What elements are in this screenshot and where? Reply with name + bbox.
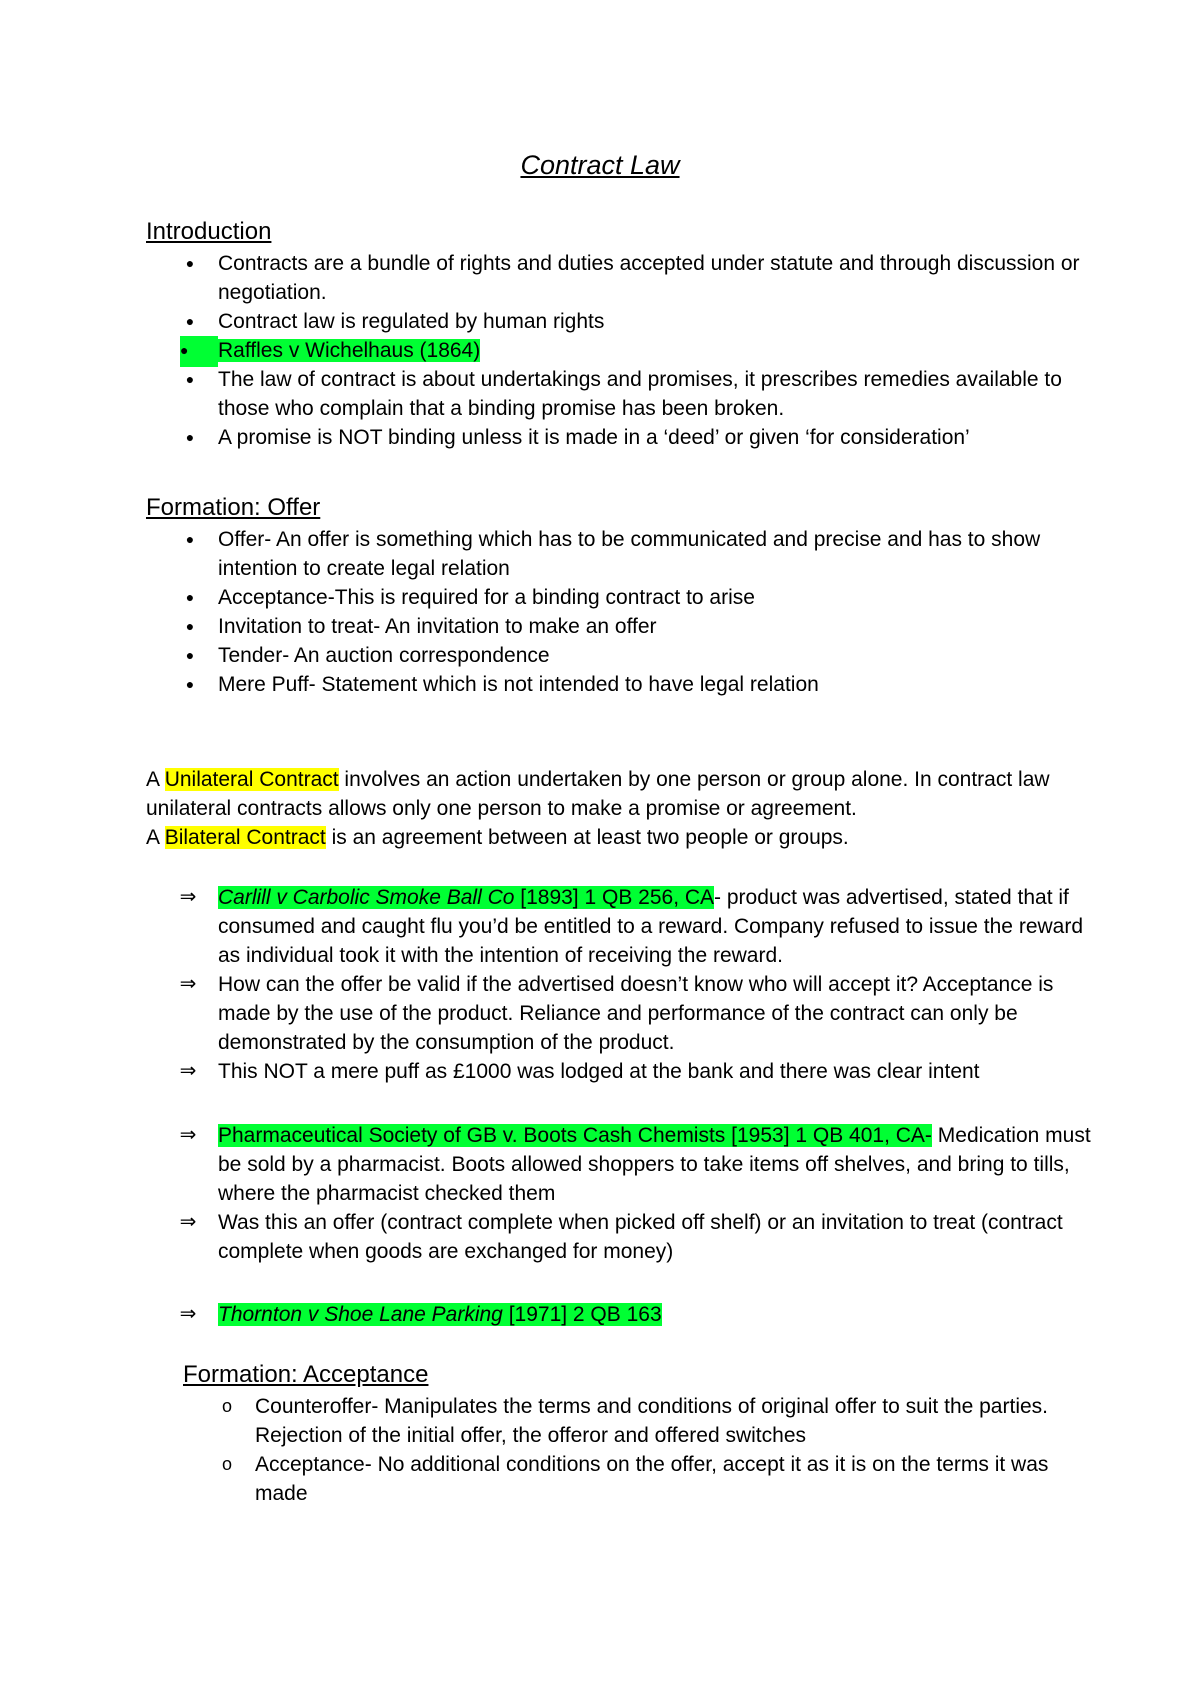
acceptance-list [221,1392,1075,1508]
offer-list [218,525,1098,699]
arrow-icon: ⇒ [179,886,197,908]
list-item: o Acceptance- No additional conditions on the offer, accept it as it is on the terms it was made [255,1450,1075,1508]
contract-types-paragraph: A Unilateral Contract involves an action undertaken by one person or group alone. In contract law unilateral contracts allows only one person to make a promise or agreement. A Bilateral Contract is an agreement between at least two people or groups. [146,768,1050,849]
term-unilateral-contract: Unilateral Contract [164,768,339,791]
highlighted-case: Pharmaceutical Society of GB v. Boots Cash Chemists [1953] 1 QB 401, CA- [218,1124,932,1147]
circle-bullet-icon: o [221,1454,232,1474]
bullet-icon [180,336,218,367]
heading-formation-acceptance: Formation: Acceptance [183,1361,429,1388]
boots-list [179,1121,1098,1266]
list-item: ⇒ Was this an offer (contract complete when picked off shelf) or an invitation to treat (contract complete when goods are exchanged for money) [218,1208,1098,1266]
intro-list [218,249,1098,452]
list-item: ⇒ This NOT a mere puff as £1000 was lodged at the bank and there was clear intent [218,1057,1098,1086]
bullet-icon [180,307,200,338]
heading-formation-offer: Formation: Offer [146,494,321,521]
list-item: ● Contracts are a bundle of rights and duties accepted under statute and through discussion or negotiation. [218,249,1098,307]
highlighted-case: Thornton v Shoe Lane Parking [1971] 2 QB 163 [218,1303,662,1326]
heading-introduction: Introduction [146,218,272,245]
list-item: ⇒ How can the offer be valid if the advertised doesn’t know who will accept it? Acceptance is made by the use of the product. Reliance and performance of the contract can only be demonstrated by the consumption of the product. [218,970,1098,1057]
arrow-icon: ⇒ [179,1124,197,1146]
bullet-icon [180,583,200,614]
arrow-icon: ⇒ [179,1303,197,1325]
carlill-list [179,883,1098,1086]
list-item: ● Contract law is regulated by human rights [218,307,1098,336]
highlighted-case: Carlill v Carbolic Smoke Ball Co [1893] 1 QB 256, CA [218,886,715,909]
list-item: ● Offer- An offer is something which has to be communicated and precise and has to show intention to create legal relation [218,525,1098,583]
bullet-icon [180,612,200,643]
list-item: ● The law of contract is about undertakings and promises, it prescribes remedies available to those who complain that a binding promise has been broken. [218,365,1098,423]
circle-bullet-icon: o [221,1396,232,1416]
page-title: Contract Law [520,150,680,180]
term-bilateral-contract: Bilateral Contract [164,826,326,849]
bullet-icon [180,365,200,396]
bullet-icon [180,641,200,672]
list-item: ● Tender- An auction correspondence [218,641,1098,670]
highlighted-case: Raffles v Wichelhaus (1864) [218,339,481,362]
arrow-icon: ⇒ [179,1060,197,1082]
list-item: ⇒ Carlill v Carbolic Smoke Ball Co [1893] 1 QB 256, CA- product was advertised, stated that if consumed and caught flu you’d be entitled to a reward. Company refused to issue the reward as individual took it with the intention of receiving the reward. [218,883,1098,970]
arrow-icon: ⇒ [179,973,197,995]
list-item [179,1300,1098,1329]
list-item: ● Mere Puff- Statement which is not intended to have legal relation [218,670,1098,699]
bullet-icon [180,423,200,454]
bullet-icon [180,525,200,556]
list-item: ● Invitation to treat- An invitation to make an offer [218,612,1098,641]
bullet-icon [180,249,200,280]
list-item: ● A promise is NOT binding unless it is made in a ‘deed’ or given ‘for consideration’ [218,423,1098,452]
bullet-icon [180,670,200,701]
thornton-list [179,1300,1098,1329]
list-item: ● Acceptance-This is required for a binding contract to arise [218,583,1098,612]
arrow-icon: ⇒ [179,1211,197,1233]
list-item [218,336,1098,365]
list-item: ⇒ Pharmaceutical Society of GB v. Boots Cash Chemists [1953] 1 QB 401, CA- Medication must be sold by a pharmacist. Boots allowed shoppers to take items off shelves, and bring to tills, where the pharmacist checked them [218,1121,1098,1208]
list-item: o Counteroffer- Manipulates the terms and conditions of original offer to suit the parties. Rejection of the initial offer, the offeror and offered switches [255,1392,1075,1450]
